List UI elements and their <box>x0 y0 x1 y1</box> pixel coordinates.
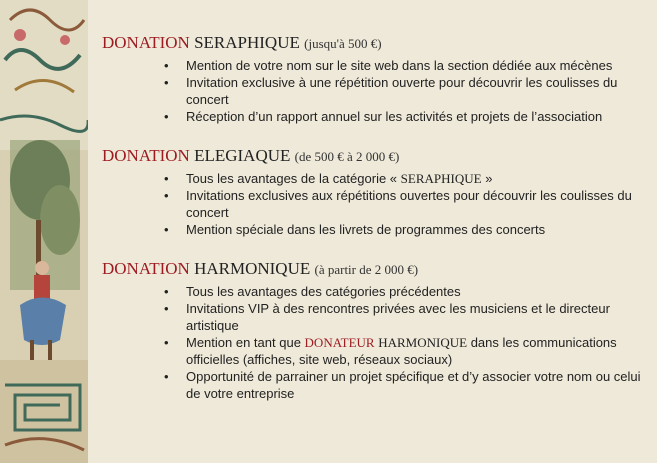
benefit-text: Tous les avantages des catégories précédentes <box>186 284 461 299</box>
benefits-list <box>102 57 654 125</box>
tier-heading <box>102 145 654 168</box>
bullet-icon: • <box>164 75 169 90</box>
bullet-icon: • <box>164 301 169 316</box>
benefit-text: Réception d’un rapport annuel sur les activités et projets de l’association <box>186 109 603 124</box>
list-item <box>164 283 654 300</box>
benefit-text: Invitations VIP à des rencontres privées avec les musiciens et le directeur artistique <box>186 301 610 333</box>
benefit-text: Mention de votre nom sur le site web dans la section dédiée aux mécènes <box>186 58 613 73</box>
bullet-icon: • <box>164 284 169 299</box>
tier-range: (à partir de 2 000 €) <box>314 262 419 277</box>
bullet-icon: • <box>164 335 169 350</box>
bullet-icon: • <box>164 109 169 124</box>
benefit-text: Opportunité de parrainer un projet spécifique et d’y associer votre nom ou celui de votre entreprise <box>186 369 641 401</box>
list-item <box>164 221 654 238</box>
list-item <box>164 187 654 221</box>
tier-keyword-donation: DONATION <box>102 259 190 278</box>
benefit-keyword: SERAPHIQUE <box>400 171 482 186</box>
benefit-text-pre: Mention en tant que <box>186 335 301 350</box>
tier-seraphique <box>102 32 654 125</box>
rococo-painting-illustration <box>0 0 88 463</box>
tier-heading <box>102 258 654 281</box>
tier-elegiaque <box>102 145 654 238</box>
list-item <box>164 108 654 125</box>
list-item <box>164 57 654 74</box>
bullet-icon: • <box>164 369 169 384</box>
tier-keyword-donation: DONATION <box>102 146 190 165</box>
benefit-text-post: » <box>485 171 493 186</box>
bullet-icon: • <box>164 171 169 186</box>
bullet-icon: • <box>164 188 169 203</box>
tier-keyword-name: HARMONIQUE <box>194 259 311 278</box>
benefit-text-post: dans les communications officielles (affiches, site web, réseaux sociaux) <box>186 335 617 367</box>
tier-keyword-donation: DONATION <box>102 33 190 52</box>
bullet-icon: • <box>164 58 169 73</box>
tier-harmonique <box>102 258 654 402</box>
list-item <box>164 334 654 368</box>
list-item <box>164 368 654 402</box>
benefit-keyword-harmonique: HARMONIQUE <box>378 335 468 350</box>
list-item <box>164 300 654 334</box>
benefit-text: Invitations exclusives aux répétitions ouvertes pour découvrir les coulisses du concert <box>186 188 632 220</box>
tier-keyword-name: ELEGIAQUE <box>194 146 291 165</box>
list-item <box>164 170 654 187</box>
benefit-keyword-donateur: DONATEUR <box>304 335 375 350</box>
benefit-text: Mention spéciale dans les livrets de programmes des concerts <box>186 222 546 237</box>
tier-heading <box>102 32 654 55</box>
tier-range: (jusqu'à 500 €) <box>304 36 382 51</box>
tier-range: (de 500 € à 2 000 €) <box>294 149 400 164</box>
benefits-list <box>102 283 654 402</box>
benefit-text: Invitation exclusive à une répétition ouverte pour découvrir les coulisses du concert <box>186 75 618 107</box>
benefits-list <box>102 170 654 238</box>
tier-keyword-name: SERAPHIQUE <box>194 33 300 52</box>
bullet-icon: • <box>164 222 169 237</box>
benefit-text-pre: Tous les avantages de la catégorie « <box>186 171 398 186</box>
list-item <box>164 74 654 108</box>
donation-tiers <box>102 32 654 422</box>
decorative-panel <box>0 0 88 463</box>
